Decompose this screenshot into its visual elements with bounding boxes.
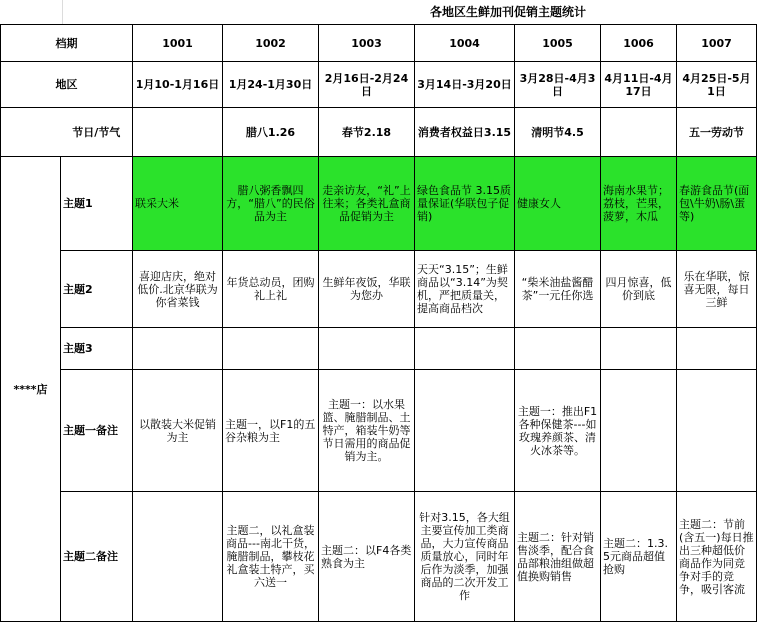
period-cell[interactable]: 1003 (319, 25, 415, 62)
period-cell[interactable]: 1001 (133, 25, 223, 62)
date-cell[interactable]: 3月28日-4月3日 (515, 62, 601, 108)
festival-cell[interactable]: 清明节4.5 (515, 108, 601, 157)
festival-label: 节日/节气 (61, 108, 133, 157)
theme3-cell[interactable] (133, 328, 223, 370)
theme1-row (1, 157, 757, 251)
period-cell[interactable]: 1002 (223, 25, 319, 62)
date-cell[interactable]: 4月11日-4月17日 (601, 62, 677, 108)
festival-cell[interactable] (133, 108, 223, 157)
gridline (62, 0, 63, 24)
blank-cell (1, 108, 61, 157)
promo-table (0, 24, 757, 622)
theme2-label: 主题2 (61, 251, 133, 328)
sheet-title: 各地区生鲜加刊促销主题统计 (430, 5, 587, 19)
theme1-cell[interactable]: 联采大米 (133, 157, 223, 251)
festival-cell[interactable]: 腊八1.26 (223, 108, 319, 157)
period-cell[interactable]: 1005 (515, 25, 601, 62)
theme1-cell[interactable]: 腊八粥香飘四方，“腊八”的民俗品为主 (223, 157, 319, 251)
theme3-cell[interactable] (601, 328, 677, 370)
theme2-note-cell[interactable]: 主题二：针对销售淡季，配合食品部粮油组做超值换购销售 (515, 492, 601, 622)
festival-cell[interactable]: 五一劳动节 (677, 108, 757, 157)
theme1-cell[interactable]: 走亲访友，“礼”上往来；各类礼盒商品促销为主 (319, 157, 415, 251)
period-label: 档期 (1, 25, 133, 62)
theme2-cell[interactable]: 乐在华联，惊喜无限，每日三鲜 (677, 251, 757, 328)
theme2-note-cell[interactable]: 针对3.15，各大组主要宣传加工类商品，大力宣传商品质量放心，同时年后作为淡季，加强商品的二次开发工作 (415, 492, 515, 622)
theme1-note-cell[interactable] (601, 370, 677, 492)
theme2-cell[interactable]: 生鲜年夜饭，华联为您办 (319, 251, 415, 328)
region-row (1, 62, 757, 108)
period-cell[interactable]: 1007 (677, 25, 757, 62)
theme2-cell[interactable]: 四月惊喜，低价到底 (601, 251, 677, 328)
theme2-note-row (1, 492, 757, 622)
theme1-cell[interactable]: 海南水果节；荔枝，芒果，菠萝，木瓜 (601, 157, 677, 251)
theme2-row (1, 251, 757, 328)
theme1-note-cell[interactable]: 以散装大米促销为主 (133, 370, 223, 492)
date-cell[interactable]: 1月24-1月30日 (223, 62, 319, 108)
theme1-note-cell[interactable]: 主题一：以水果篮、腌腊制品、土特产，箱装牛奶等节日需用的商品促销为主。 (319, 370, 415, 492)
theme2-note-cell[interactable]: 主题二：节前(含五一)每日推出三种超低价商品作为同竞争对手的竞争，吸引客流 (677, 492, 757, 622)
theme1-note-cell[interactable]: 主题一：推出F1各种保健茶---如玫瑰养颜茶、清火冰茶等。 (515, 370, 601, 492)
period-cell[interactable]: 1006 (601, 25, 677, 62)
theme1-note-row (1, 370, 757, 492)
festival-cell[interactable]: 消费者权益日3.15 (415, 108, 515, 157)
date-cell[interactable]: 4月25日-5月1日 (677, 62, 757, 108)
theme3-cell[interactable] (223, 328, 319, 370)
title-row (0, 0, 761, 24)
theme3-cell[interactable] (515, 328, 601, 370)
theme3-cell[interactable] (319, 328, 415, 370)
theme2-note-cell[interactable]: 主题二：以F4各类熟食为主 (319, 492, 415, 622)
period-cell[interactable]: 1004 (415, 25, 515, 62)
theme1-note-cell[interactable] (677, 370, 757, 492)
theme1-note-cell[interactable] (415, 370, 515, 492)
theme2-note-cell[interactable]: 主题二，以礼盒装商品---南北干货，腌腊制品，攀枝花礼盒装土特产，买六送一 (223, 492, 319, 622)
theme3-cell[interactable] (415, 328, 515, 370)
theme3-label: 主题3 (61, 328, 133, 370)
theme3-row (1, 328, 757, 370)
theme2-note-label: 主题二备注 (61, 492, 133, 622)
period-row (1, 25, 757, 62)
date-cell[interactable]: 3月14日-3月20日 (415, 62, 515, 108)
festival-cell[interactable]: 春节2.18 (319, 108, 415, 157)
theme3-cell[interactable] (677, 328, 757, 370)
theme1-cell[interactable]: 健康女人 (515, 157, 601, 251)
theme1-label: 主题1 (61, 157, 133, 251)
theme2-cell[interactable]: “柴米油盐酱醋茶”一元任你选 (515, 251, 601, 328)
theme2-note-cell[interactable] (133, 492, 223, 622)
theme2-cell[interactable]: 年货总动员，团购礼上礼 (223, 251, 319, 328)
festival-cell[interactable] (601, 108, 677, 157)
theme2-cell[interactable]: 天天“3.15”；生鲜商品以“3.14”为契机，严把质量关，提高商品档次 (415, 251, 515, 328)
region-label: 地区 (1, 62, 133, 108)
date-cell[interactable]: 1月10-1月16日 (133, 62, 223, 108)
theme1-note-label: 主题一备注 (61, 370, 133, 492)
festival-row (1, 108, 757, 157)
theme2-note-cell[interactable]: 主题二：1.3.5元商品超值抢购 (601, 492, 677, 622)
theme2-cell[interactable]: 喜迎店庆，绝对低价.北京华联为你省菜钱 (133, 251, 223, 328)
theme1-cell[interactable]: 绿色食品节 3.15质量保证(华联包子促销) (415, 157, 515, 251)
theme1-note-cell[interactable]: 主题一，以F1的五谷杂粮为主 (223, 370, 319, 492)
date-cell[interactable]: 2月16日-2月24日 (319, 62, 415, 108)
theme1-cell[interactable]: 春游食品节(面包\牛奶\肠\蛋等) (677, 157, 757, 251)
store-label: ****店 (1, 157, 61, 622)
